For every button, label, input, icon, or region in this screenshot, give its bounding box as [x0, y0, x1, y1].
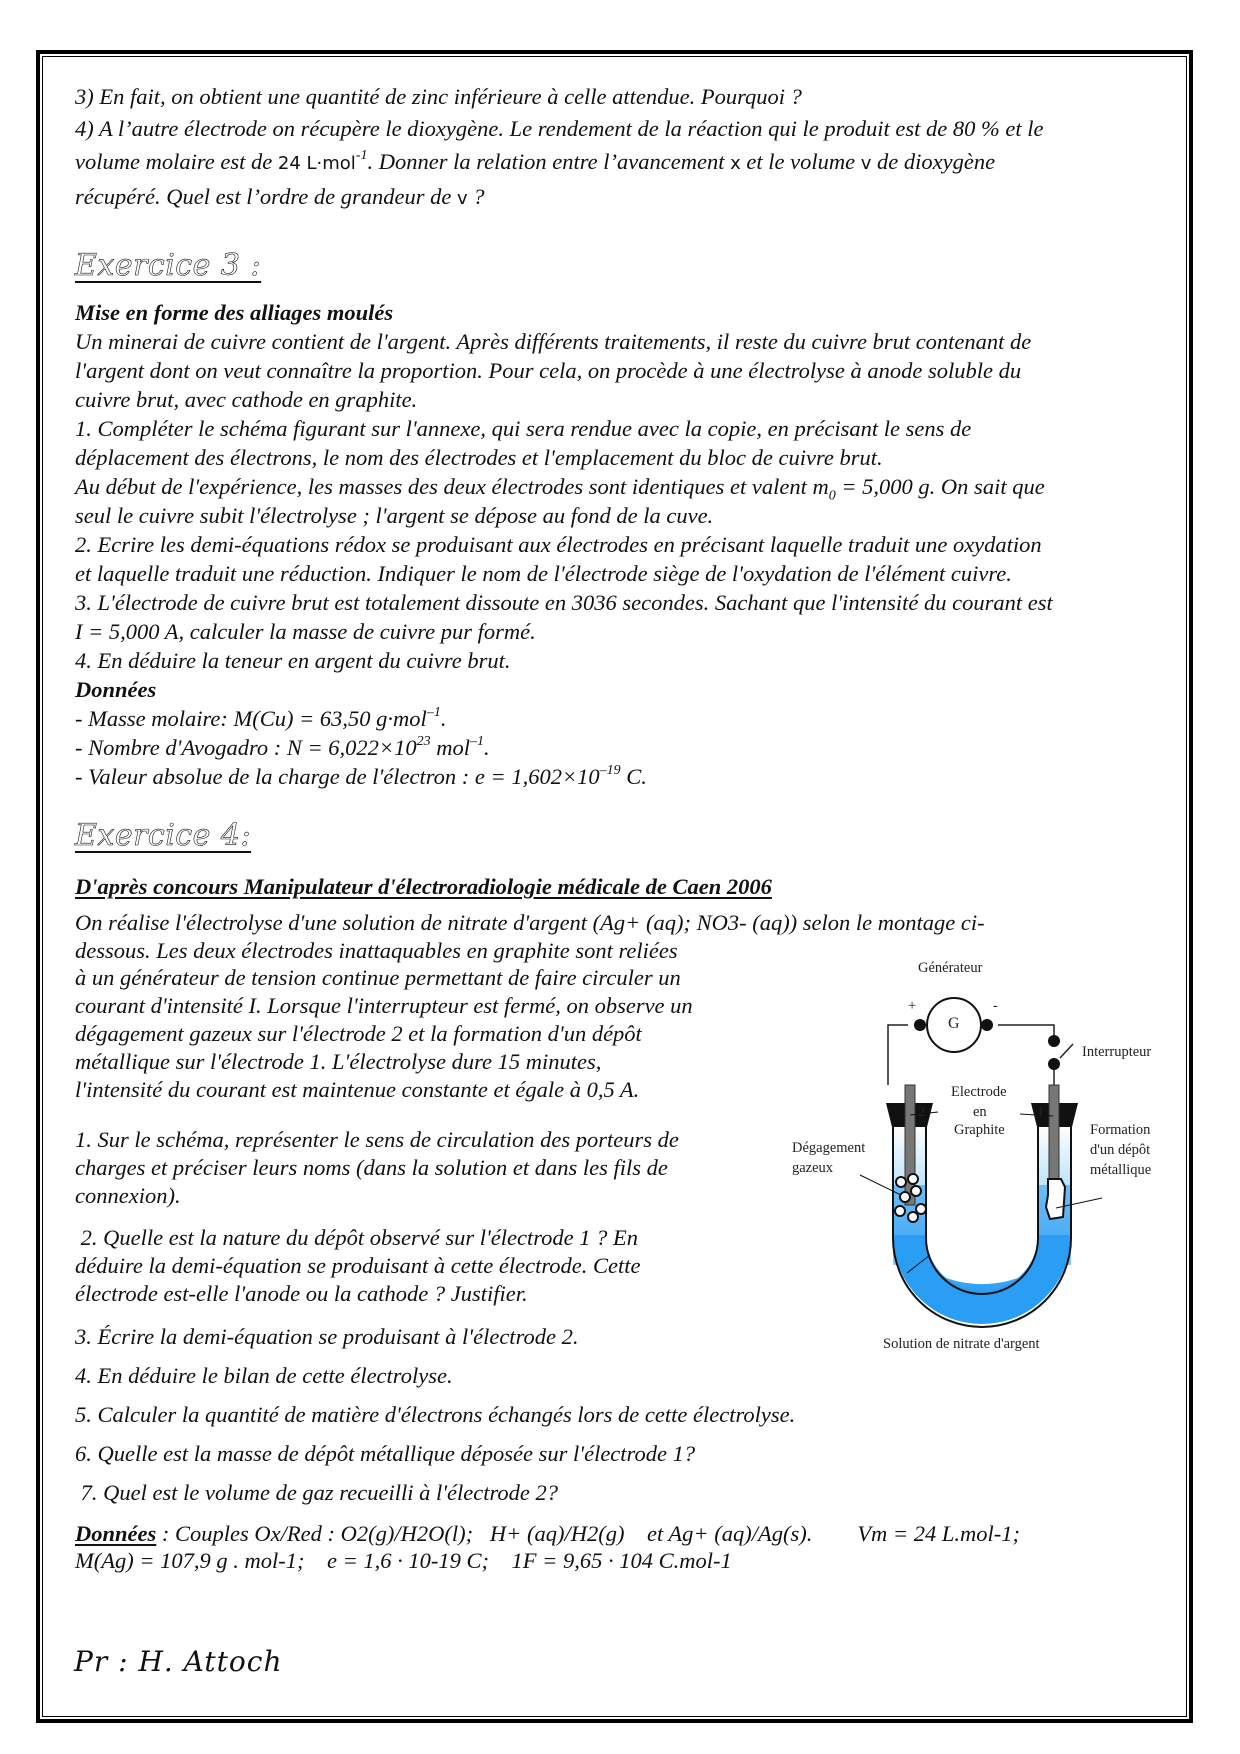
exponent: –19	[599, 762, 621, 778]
ex4-intro-line: dessous. Les deux électrodes inattaquables en graphite sont reliées	[75, 938, 678, 963]
ex4-q3: 3. Écrire la demi-équation se produisant à l'électrode 2.	[75, 1324, 579, 1349]
ex3-data-charge	[75, 762, 1053, 791]
ex4-q6: 6. Quelle est la masse de dépôt métallique déposée sur l'électrode 1?	[75, 1441, 696, 1466]
ex4-intro-line: On réalise l'électrolyse d'une solution de nitrate d'argent (Ag+ (aq); NO3- (aq)) selon le montage ci-	[75, 910, 985, 935]
ex4-intro-line: l'intensité du courant est maintenue constante et égale à 0,5 A.	[75, 1077, 640, 1102]
exponent: –1	[470, 733, 484, 749]
exercise4-title: Exercice 4:	[75, 818, 252, 853]
ex4-q1-line: 1. Sur le schéma, représenter le sens de circulation des porteurs de	[75, 1127, 679, 1152]
gas-label: Dégagement	[792, 1140, 866, 1156]
text: - Valeur absolue de la charge de l'électron : e = 1,602×10	[75, 764, 600, 789]
ex4-q1-line: connexion).	[75, 1183, 181, 1208]
ex3-q1-line: déplacement des électrons, le nom des électrodes et l'emplacement du bloc de cuivre brut.	[75, 445, 883, 470]
solution-label: Solution de nitrate d'argent	[883, 1336, 1040, 1352]
text: - Masse molaire: M(Cu) = 63,50 g·mol	[75, 706, 427, 731]
ex3-subtitle: Mise en forme des alliages moulés	[75, 300, 394, 325]
exponent: –1	[426, 704, 441, 720]
u-tube-electrolysis-illustration	[780, 955, 1180, 1365]
ex2-question-4-line2	[75, 147, 1043, 179]
gas-label: gazeux	[792, 1160, 834, 1176]
ex4-intro-line: dégagement gazeux sur l'électrode 2 et la formation d'un dépôt	[75, 1021, 642, 1046]
ex4-intro-line: métallique sur l'électrode 1. L'électrolyse dure 15 minutes,	[75, 1049, 602, 1074]
ex3-q1-line: 1. Compléter le schéma figurant sur l'annexe, qui sera rendue avec la copie, en précisant le sens de	[75, 416, 972, 441]
ex3-data-avogadro: - Nombre d'Avogadro : $N = 6,022\times 10^{23}$ mol$^{-1}$.	[75, 733, 490, 760]
deposit-label: métallique	[1090, 1162, 1152, 1178]
minus-terminal: -	[993, 998, 998, 1014]
electrode-label: Graphite	[954, 1122, 1005, 1138]
ex3-intro-line: l'argent dont on veut connaître la proportion. Pour cela, on procède à une électrolyse à anode soluble du	[75, 358, 1022, 383]
exponent: -1	[355, 147, 368, 163]
ex2-question-4-line1: 4) A l’autre électrode on récupère le dioxygène. Le rendement de la réaction qui le produit est de 80 % et le	[75, 116, 1044, 141]
ex4-intro-line: à un générateur de tension continue permettant de faire circuler un	[75, 965, 681, 990]
exercise4-data	[75, 1520, 1020, 1574]
ex4-q7: 7. Quel est le volume de gaz recueilli à l'électrode 2?	[75, 1480, 559, 1505]
text: mol	[430, 735, 470, 760]
ex3-q3-line: 3. L'électrode de cuivre brut est totalement dissoute en 3036 secondes. Sachant que l'intensité du courant est	[75, 590, 1053, 615]
ex4-data-line2: M(Ag) = 107,9 g . mol-1; e = 1,6 · 10-19 C; 1F = 9,65 · 104 C.mol-1	[75, 1548, 732, 1573]
text: récupéré. Quel est l’ordre de grandeur de	[75, 184, 457, 209]
text: volume molaire est de	[75, 149, 278, 174]
ex4-q2-line: déduire la demi-équation se produisant à cette électrode. Cette	[75, 1253, 641, 1278]
ex4-q4: 4. En déduire le bilan de cette électrolyse.	[75, 1363, 453, 1388]
ex4-source: D'après concours Manipulateur d'électroradiologie médicale de Caen 2006	[75, 874, 772, 899]
text: Au début de l'expérience, les masses des deux électrodes sont identiques et valent m	[75, 474, 829, 499]
ex2-question-4-line3	[75, 182, 1043, 214]
ex4-q1-line: charges et préciser leurs noms (dans la solution et dans les fils de	[75, 1155, 668, 1180]
electrode-2-number: 2	[918, 1104, 926, 1120]
unit: 24 L·mol	[277, 153, 356, 174]
electrolysis-diagram	[780, 955, 1180, 1365]
ex4-intro-line: courant d'intensité I. Lorsque l'interrupteur est fermé, on observe un	[75, 993, 693, 1018]
ex2-question-3: 3) En fait, on obtient une quantité de zinc inférieure à celle attendue. Pourquoi ?	[75, 84, 802, 109]
text: : Couples Ox/Red : O2(g)/H2O(l); H+ (aq)/H2(g) et Ag+ (aq)/Ag(s). Vm = 24 L.mol-1;	[156, 1521, 1020, 1546]
deposit-label: Formation	[1090, 1122, 1151, 1138]
ex4-q2-line: électrode est-elle l'anode ou la cathode ? Justifier.	[75, 1281, 528, 1306]
ex4-q5: 5. Calculer la quantité de matière d'électrons échangés lors de cette électrolyse.	[75, 1402, 796, 1427]
ex3-q2-line: et laquelle traduit une réduction. Indiquer le nom de l'électrode siège de l'oxydation de l'élément cuivre.	[75, 561, 1012, 586]
text: . Donner la relation entre l’avancement	[367, 149, 731, 174]
generator-symbol: G	[948, 1015, 960, 1032]
ex3-intro-line: Un minerai de cuivre contient de l'argent. Après différents traitements, il reste du cuivre brut contenant de	[75, 329, 1032, 354]
ex3-q4: 4. En déduire la teneur en argent du cuivre brut.	[75, 648, 511, 673]
ex3-intro-line: cuivre brut, avec cathode en graphite.	[75, 387, 418, 412]
ex3-data-molar-mass: - Masse molaire: M(Cu) = 63,50 g·mol$^{-1}$.	[75, 704, 447, 731]
exercise4-q1	[75, 1126, 679, 1210]
ex3-context	[75, 472, 1053, 504]
text: ?	[467, 184, 485, 209]
subscript: 0	[828, 488, 836, 504]
electrode-label: Electrode	[951, 1084, 1007, 1100]
exercise3-body	[75, 298, 1053, 791]
ex4-data-title: Données	[75, 1521, 157, 1546]
exercise2-tail	[75, 82, 1043, 214]
deposit-label: d'un dépôt	[1090, 1142, 1151, 1158]
ex3-q2-line: 2. Ecrire les demi-équations rédox se produisant aux électrodes en précisant laquelle traduit une oxydation	[75, 532, 1042, 557]
ex3-context-line2: seul le cuivre subit l'électrolyse ; l'argent se dépose au fond de la cuve.	[75, 503, 714, 528]
ex4-data-line1	[75, 1520, 1020, 1547]
electrode-label: en	[973, 1104, 987, 1120]
exponent: 23	[416, 733, 431, 749]
text: - Nombre d'Avogadro : N = 6,022×10	[75, 735, 417, 760]
author-signature: Pr : H. Attoch	[74, 1645, 283, 1678]
var-x: x	[730, 153, 741, 174]
ex3-data-title: Données	[75, 677, 157, 702]
ex3-q3-line: I = 5,000 A, calculer la masse de cuivre pur formé.	[75, 619, 536, 644]
generator-label: Générateur	[918, 960, 983, 976]
switch-label: Interrupteur	[1082, 1044, 1152, 1060]
text: et le volume	[740, 149, 861, 174]
exercise4-q2	[75, 1224, 640, 1308]
exercise4-source	[75, 872, 772, 901]
ex4-q2-line: 2. Quelle est la nature du dépôt observé sur l'électrode 1 ? En	[75, 1225, 639, 1250]
var-v: v	[456, 188, 468, 209]
plus-terminal: +	[908, 998, 917, 1014]
var-v: v	[860, 153, 872, 174]
text: C.	[620, 764, 647, 789]
text: = 5,000 g. On sait que	[835, 474, 1045, 499]
text: de dioxygène	[871, 149, 996, 174]
exercise3-title: Exercice 3 :	[75, 248, 262, 283]
electrode-1-number: 1	[1037, 1104, 1045, 1120]
